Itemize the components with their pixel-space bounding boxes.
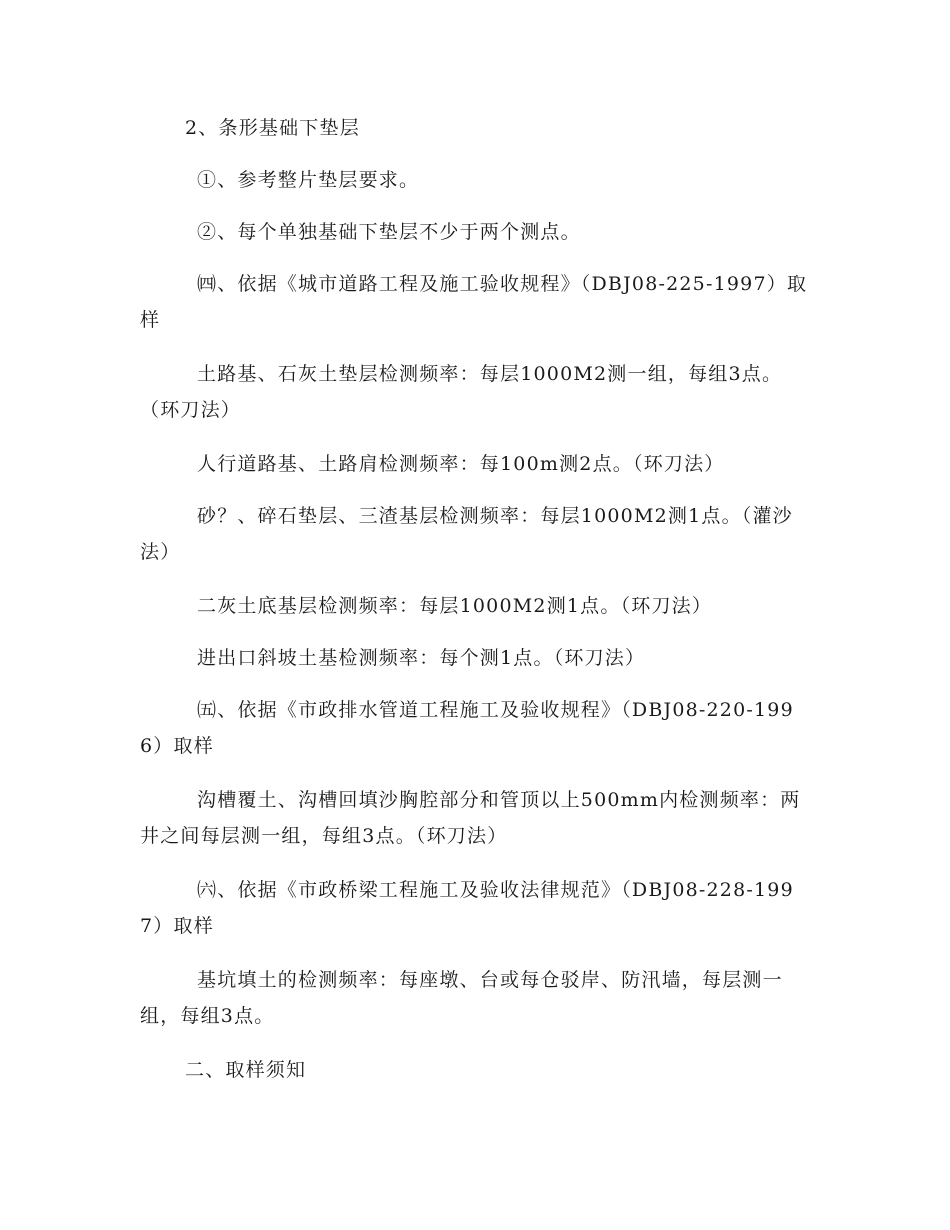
paragraph-lime-soil: 二灰土底基层检测频率：每层1000M2测1点。（环刀法） bbox=[197, 595, 713, 617]
paragraph-section-4: ㈣、依据《城市道路工程及施工验收规程》（DBJ08-225-1997）取样 bbox=[140, 273, 808, 331]
paragraph-gravel-layer: 砂？、碎石垫层、三渣基层检测频率：每层1000M2测1点。（灌沙法） bbox=[140, 505, 793, 563]
paragraph-pit-fill: 基坑填土的检测频率：每座墩、台或每仓驳岸、防汛墙，每层测一组，每组3点。 bbox=[140, 969, 783, 1027]
section-heading-sampling-notes: 二、取样须知 bbox=[185, 1059, 307, 1081]
paragraph-sidewalk: 人行道路基、土路肩检测频率：每100m测2点。（环刀法） bbox=[197, 453, 725, 475]
paragraph-road-subgrade: 土路基、石灰土垫层检测频率：每层1000M2测一组，每组3点。（环刀法） bbox=[140, 363, 783, 421]
paragraph-section-5: ㈤、依据《市政排水管道工程施工及验收规程》（DBJ08-220-1996）取样 bbox=[140, 699, 794, 757]
paragraph-ramp: 进出口斜坡土基检测频率：每个测1点。（环刀法） bbox=[197, 647, 646, 669]
paragraph-item-2: ②、每个单独基础下垫层不少于两个测点。 bbox=[197, 221, 581, 243]
subheading-strip-foundation: 2、条形基础下垫层 bbox=[185, 117, 360, 139]
paragraph-section-6: ㈥、依据《市政桥梁工程施工及验收法律规范》（DBJ08-228-1997）取样 bbox=[140, 879, 794, 937]
paragraph-item-1: ①、参考整片垫层要求。 bbox=[197, 169, 420, 191]
paragraph-trench-backfill: 沟槽覆土、沟槽回填沙胸腔部分和管顶以上500mm内检测频率：两井之间每层测一组，每组3点。（环刀法） bbox=[140, 789, 801, 847]
